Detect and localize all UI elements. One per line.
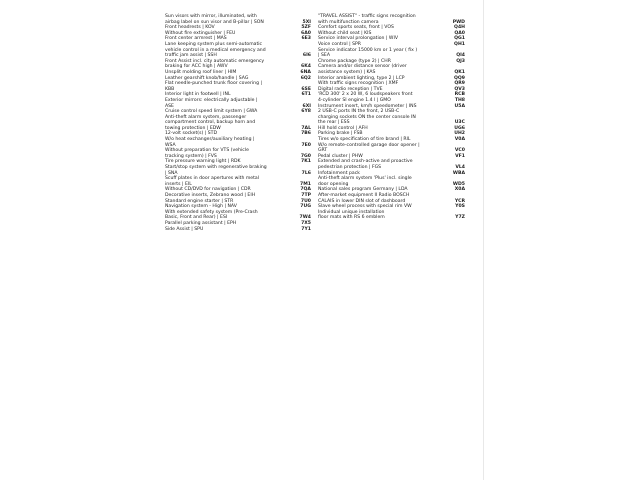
equipment-description: Start/stop system with regenerative braking | SNA bbox=[165, 165, 267, 176]
equipment-code: 6I6 bbox=[302, 53, 311, 59]
equipment-code: 7X5 bbox=[301, 220, 311, 226]
equipment-row bbox=[318, 48, 465, 59]
equipment-code: 7B6 bbox=[301, 131, 311, 137]
equipment-code: 6NA bbox=[300, 69, 311, 75]
equipment-row bbox=[318, 159, 465, 170]
equipment-description: Pedal cluster | PHW bbox=[318, 153, 363, 159]
equipment-description: "TRAVEL ASSIST" - traffic signs recognition with multifunction camera bbox=[318, 14, 416, 25]
equipment-code: 7QA bbox=[300, 187, 311, 193]
equipment-description: Slave wheel process with special rim VW bbox=[318, 204, 412, 210]
equipment-list-right bbox=[318, 14, 465, 221]
equipment-code: 5XI bbox=[302, 19, 311, 25]
equipment-code: 6A0 bbox=[301, 30, 311, 36]
equipment-description: Front headrests | KOV bbox=[165, 25, 215, 31]
equipment-code: 6SE bbox=[301, 86, 311, 92]
equipment-row bbox=[165, 59, 311, 70]
equipment-description: Exterior mirrors: electrically adjustable | ASE bbox=[165, 97, 258, 109]
equipment-code: UG6 bbox=[454, 125, 465, 131]
equipment-code: VF1 bbox=[455, 153, 465, 159]
equipment-code: YCR bbox=[454, 198, 465, 204]
equipment-code: QH1 bbox=[454, 41, 465, 47]
equipment-row bbox=[165, 81, 311, 92]
equipment-description: Decorative inserts, Zebrano wood | EIH bbox=[165, 193, 256, 198]
equipment-description: Sun visors with mirror, illuminated, with airbag label on sun visor and B-pillar | SON bbox=[165, 14, 264, 25]
equipment-code: U5A bbox=[454, 103, 465, 109]
equipment-description: With traffic signs recognition | XMF bbox=[318, 81, 399, 87]
equipment-description: Hill hold control | AFH bbox=[318, 125, 368, 131]
equipment-code: Y0S bbox=[455, 204, 465, 210]
equipment-description: W/o heat exchanger/auxiliary heating | WSA bbox=[165, 137, 255, 148]
equipment-code: VL4 bbox=[455, 165, 465, 171]
equipment-row bbox=[165, 227, 311, 233]
equipment-description: Without preparation for VTS (vehicle tracking system) | FVS bbox=[165, 148, 249, 159]
equipment-description: Service interval prolongation | WIV bbox=[318, 36, 398, 42]
equipment-code: VC0 bbox=[454, 148, 465, 154]
equipment-description: Front center armrest | MAS bbox=[165, 36, 227, 42]
equipment-description: Front Assist incl. city automatic emergency braking for ACC high | AWV bbox=[165, 58, 265, 70]
equipment-description: Without child seat | KIS bbox=[318, 30, 372, 36]
equipment-code: QJ3 bbox=[456, 58, 465, 64]
equipment-code: 6K4 bbox=[301, 64, 311, 70]
equipment-description: Standard engine starter | STR bbox=[165, 198, 234, 204]
equipment-code: 7M1 bbox=[300, 181, 311, 187]
equipment-row bbox=[318, 64, 465, 75]
equipment-description: Side Assist | SPU bbox=[165, 226, 204, 232]
equipment-description: Chrome package (type 2) | CHR bbox=[318, 58, 391, 64]
equipment-description: With extended safety system (Pre-Crash Basic, Front and Rear) | ESI bbox=[165, 209, 258, 221]
equipment-description: 4-cylinder SI engine 1.4 l | GMO bbox=[318, 97, 391, 103]
equipment-description: After-market equipment II Radio BOSCH CALAIS in lower DIN slot of dashboard bbox=[318, 193, 410, 204]
equipment-code: 7K1 bbox=[301, 159, 311, 165]
equipment-description: Comfort sports seats, front | VOS bbox=[318, 25, 394, 31]
equipment-row bbox=[318, 14, 465, 25]
equipment-description: Infotainment pack bbox=[318, 170, 360, 176]
equipment-description: Tires w/o specification of tire brand | RIL bbox=[318, 137, 411, 143]
equipment-description: Scuff plates in door apertures with metal inserts | EIL bbox=[165, 176, 260, 187]
equipment-description: Without CD/DVD for navigation | CDR bbox=[165, 187, 251, 193]
equipment-code: Y7Z bbox=[455, 215, 465, 221]
equipment-description: Unsplit molding roof liner | HIM bbox=[165, 69, 237, 75]
equipment-description: Digital radio reception | TVE bbox=[318, 86, 383, 92]
equipment-code: QR9 bbox=[454, 81, 465, 87]
equipment-row bbox=[165, 42, 311, 59]
equipment-code: TH8 bbox=[454, 97, 465, 103]
equipment-code: X0A bbox=[454, 187, 465, 193]
equipment-row bbox=[318, 109, 465, 126]
equipment-description: Extended and crash-active and proactive pedestrian protection | FGS bbox=[318, 159, 413, 171]
equipment-description: Flat needle-punched trunk floor covering | KBB bbox=[165, 81, 262, 92]
equipment-description: Without fire extinguisher | FEU bbox=[165, 30, 236, 36]
equipment-code: 7G0 bbox=[300, 153, 311, 159]
equipment-description: Lane keeping system plus semi-automatic vehicle control in a medical emergency and traffic jam assist | SSH bbox=[165, 41, 266, 59]
equipment-description: Parking brake | FSB bbox=[318, 131, 363, 137]
equipment-code: QQ9 bbox=[453, 75, 465, 81]
equipment-row bbox=[165, 14, 311, 25]
equipment-code: Q4H bbox=[454, 25, 465, 31]
equipment-code: PWD bbox=[452, 19, 465, 25]
page-edge-divider bbox=[483, 0, 484, 480]
equipment-code: 7E0 bbox=[301, 142, 311, 148]
equipment-code: 7U0 bbox=[300, 198, 311, 204]
equipment-description: Camera and/or distance sensor (driver assistance system) | KAS bbox=[318, 64, 407, 75]
equipment-row bbox=[165, 165, 311, 176]
equipment-description: Tire pressure warning light | RDK bbox=[165, 159, 241, 165]
equipment-description: National sales program Germany | LDA bbox=[318, 187, 408, 193]
equipment-description: W/o remote-controlled garage door opener | GRT bbox=[318, 142, 420, 154]
equipment-description: 12-volt socket(s) | STD bbox=[165, 131, 218, 137]
equipment-row bbox=[165, 98, 311, 109]
equipment-code: QK1 bbox=[454, 69, 465, 75]
equipment-code: RCB bbox=[454, 92, 465, 98]
equipment-row bbox=[165, 176, 311, 187]
equipment-description: Individual unique installation floor mats with RS 6 emblem bbox=[318, 209, 385, 221]
equipment-row bbox=[318, 210, 465, 221]
equipment-description: Leather gearshift knob/handle | SAG bbox=[165, 75, 249, 81]
equipment-code: 7Y1 bbox=[301, 226, 311, 232]
equipment-description: Anti-theft alarm system, passenger compartment control, backup horn and towing protection | EDW bbox=[165, 114, 256, 131]
equipment-description: Interior ambient lighting, type 2 | LCP bbox=[318, 75, 405, 81]
equipment-list-left bbox=[165, 14, 311, 232]
equipment-description: Voice control | SPR bbox=[318, 41, 361, 47]
equipment-description: Interior light in footwell | INL bbox=[165, 92, 231, 98]
equipment-code: UH2 bbox=[454, 131, 465, 137]
equipment-code: 7W4 bbox=[299, 215, 311, 221]
equipment-row bbox=[318, 193, 465, 204]
equipment-code: QV3 bbox=[454, 86, 465, 92]
equipment-code: QI4 bbox=[456, 53, 465, 59]
equipment-row bbox=[318, 143, 465, 154]
equipment-description: Parallel parking assistant | EPH bbox=[165, 220, 237, 226]
equipment-row bbox=[165, 210, 311, 221]
equipment-code: U3C bbox=[454, 120, 465, 126]
equipment-code: 5ZF bbox=[301, 25, 311, 31]
equipment-code: 7AL bbox=[301, 125, 311, 131]
equipment-code: QG1 bbox=[454, 36, 465, 42]
equipment-description: Service indicator 15000 km or 1 year ( fix ) | SEA bbox=[318, 47, 418, 59]
equipment-code: 7TP bbox=[301, 193, 311, 198]
equipment-row bbox=[165, 148, 311, 159]
equipment-description: 'RCD 300' 2 x 20 W, 6 loudspeakers front bbox=[318, 92, 413, 98]
equipment-code: 6Y8 bbox=[301, 109, 311, 115]
equipment-code: 7L6 bbox=[301, 170, 311, 176]
equipment-code: 6Q2 bbox=[300, 75, 311, 81]
equipment-description: Instrument insert, km/h speedometer | INS bbox=[318, 103, 417, 109]
equipment-code: V0A bbox=[454, 137, 465, 143]
equipment-code: 7UG bbox=[300, 204, 311, 210]
equipment-code: QA0 bbox=[454, 30, 465, 36]
equipment-description: Navigation system - High | NAV bbox=[165, 204, 237, 210]
equipment-code: 6T1 bbox=[301, 92, 311, 98]
equipment-code: 6XI bbox=[302, 103, 311, 109]
equipment-description: Cruise control speed limit system | GWA bbox=[165, 109, 258, 115]
equipment-code: WBA bbox=[452, 170, 465, 176]
equipment-description: 2 USB-C ports IN the front, 2 USB-C charging sockets ON the center console IN the rear | ESS bbox=[318, 109, 416, 126]
equipment-row bbox=[318, 176, 465, 187]
equipment-code: 6E3 bbox=[301, 36, 311, 42]
equipment-row bbox=[165, 115, 311, 132]
equipment-code: WD5 bbox=[452, 181, 465, 187]
equipment-description: Anti-theft alarm system 'Plus' incl. single door opening bbox=[318, 176, 412, 187]
equipment-row bbox=[165, 137, 311, 148]
